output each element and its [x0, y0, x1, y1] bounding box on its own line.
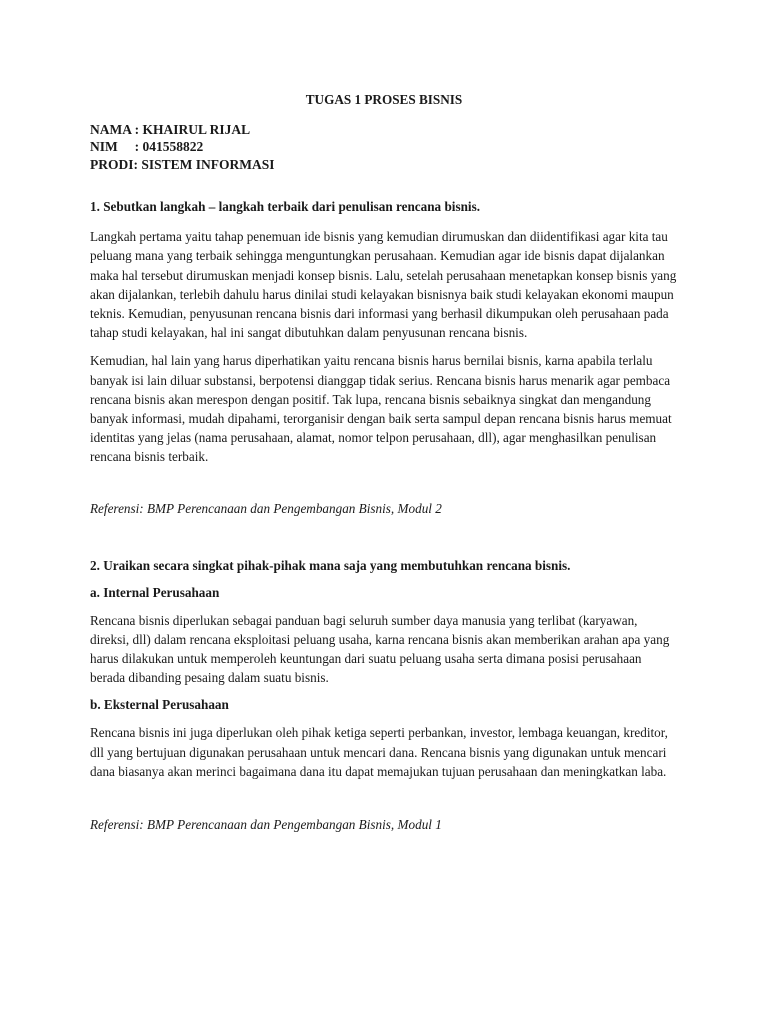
student-nim: NIM : 041558822 — [90, 139, 204, 155]
student-info — [90, 121, 678, 173]
internal-text: Rencana bisnis diperlukan sebagai panduan bagi seluruh sumber daya manusia yang terlibat (karyawan, direksi, dll) dalam rencana eksploitasi peluang usaha, karna rencana bisnis akan memberikan arahan apa yang harus dilakukan untuk memperoleh keuntungan dari suatu peluang usaha serta dimana posisi perusahaan berada dibanding pesaing dalam suatu bisnis. — [90, 612, 670, 686]
student-name: NAMA : KHAIRUL RIJAL — [90, 122, 251, 137]
document-title: TUGAS 1 PROSES BISNIS — [305, 92, 463, 107]
student-prodi: PRODI: SISTEM INFORMASI — [90, 156, 275, 172]
external-text: Rencana bisnis ini juga diperlukan oleh pihak ketiga seperti perbankan, investor, lembaga keuangan, kreditor, dll yang bertujuan digunakan perusahaan untuk mencari dana. Rencana bisnis yang digunakan untuk mencari dana biasanya akan merinci bagaimana dana itu dapat memajukan tujuan perusahaan dan meningkatkan laba. — [90, 725, 668, 779]
reference-2: Referensi: BMP Perencanaan dan Pengembangan Bisnis, Modul 1 — [90, 817, 442, 833]
answer-1-paragraph-2: Kemudian, hal lain yang harus diperhatikan yaitu rencana bisnis harus bernilai bisnis, karna apabila terlalu banyak isi lain diluar substansi, berpotensi dianggap tidak serius. Rencana bisnis harus menarik agar pembaca rencana bisnis akan merespon dengan positif. Tak lupa, rencana bisnis sebaiknya singkat dan mengandung banyak informasi, mudah dipahami, terorganisir dengan baik serta sampul depan rencana bisnis harus memuat identitas yang jelas (nama perusahaan, alamat, nomor telpon perusahaan, dll), agar menghasilkan penulisan rencana bisnis terbaik. — [90, 353, 672, 465]
external-heading: b. Eksternal Perusahaan — [90, 697, 229, 713]
answer-1-paragraph-1: Langkah pertama yaitu tahap penemuan ide bisnis yang kemudian dirumuskan dan diidentifikasi agar kita tau peluang mana yang terbaik sehingga menguntungkan perusahaan. Kemudian agar ide bisnis dapat dijalankan maka hal tersebut dirumuskan menjadi konsep bisnis. Lalu, setelah perusahaan menetapkan konsep bisnis yang akan dijalankan, terlebih dahulu harus dinilai studi kelayakan bisnisnya baik studi kelayakan ekonomi maupun teknis. Kemudian, penyusunan rencana bisnis dari informasi yang berhasil dikumpukan oleh perusahaan pada tahap studi kelayakan, hal ini sangat dibutuhkan dalam penyusunan rencana bisnis. — [90, 229, 677, 341]
reference-1: Referensi: BMP Perencanaan dan Pengembangan Bisnis, Modul 2 — [90, 500, 442, 516]
question-2: 2. Uraikan secara singkat pihak-pihak mana saja yang membutuhkan rencana bisnis. — [90, 557, 571, 573]
question-1: 1. Sebutkan langkah – langkah terbaik dari penulisan rencana bisnis. — [90, 199, 481, 215]
internal-heading: a. Internal Perusahaan — [90, 584, 220, 600]
